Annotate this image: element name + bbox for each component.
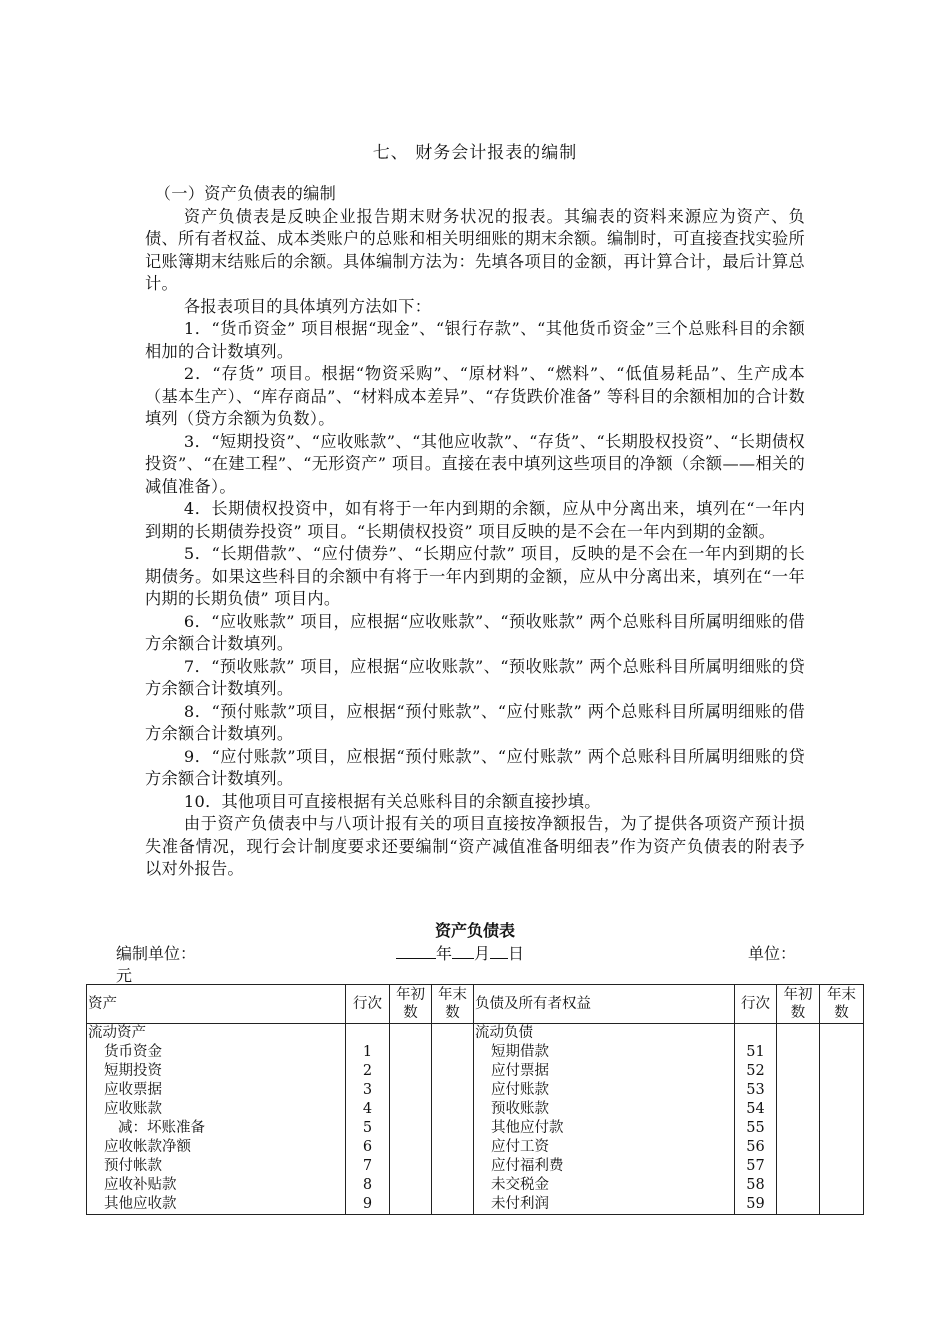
table-title: 资产负债表 (434, 921, 515, 940)
asset-begin-column (390, 1024, 432, 1215)
row-no: 52 (746, 1063, 765, 1079)
report-date (396, 941, 524, 964)
row-no: 1 (362, 1044, 373, 1060)
paragraph: 由于资产负债表中与八项计报有关的项目直接按净额报告，为了提供各项资产预计损失准备情况，现行会计制度要求还要编制“资产减值准备明细表”作为资产负债表的附表予以对外报告。 (145, 814, 805, 878)
row-no: 2 (362, 1063, 373, 1079)
paragraph: 8．“预付账款”项目，应根据“预付账款”、“应付账款” 两个总账科目所属明细账的借方余额合计数填列。 (145, 701, 805, 743)
asset-item: 应收账款 (104, 1101, 162, 1117)
asset-item: 应收票据 (104, 1082, 162, 1098)
paragraph: 7．“预收账款” 项目，应根据“应收账款”、“预收账款” 两个总账科目所属明细账的贷方余额合计数填列。 (145, 656, 805, 698)
row-no: 53 (746, 1082, 765, 1098)
liability-item: 应付票据 (491, 1063, 549, 1079)
asset-item: 货币资金 (104, 1044, 162, 1060)
liability-row-no-column (735, 1024, 777, 1215)
paragraph: 5．“长期借款”、“应付债券”、“长期应付款” 项目，反映的是不会在一年内到期的长期债务。如果这些科目的余额中有将于一年内到期的金额，应从中分离出来，填列在“一年内期的长期负债” 项目内。 (145, 544, 805, 608)
header-row-no: 行次 (346, 985, 390, 1024)
header-asset: 资产 (87, 985, 346, 1024)
subsection-heading: （一）资产负债表的编制 (154, 184, 337, 203)
row-no: 7 (362, 1158, 373, 1174)
paragraph: 资产负债表是反映企业报告期末财务状况的报表。其编表的资料来源应为资产、负债、所有者权益、成本类账户的总账和相关明细账的期末余额。编制时，可直接查找实验所记账簿期末结账后的余额。具体编制方法为：先填各项目的金额，再计算合计，最后计算总计。 (145, 206, 805, 293)
liability-end-column (820, 1024, 864, 1215)
row-no: 51 (746, 1044, 765, 1060)
paragraph: 10．其他项目可直接根据有关总账科目的余额直接抄填。 (183, 791, 601, 811)
header-begin-2: 年初数 (777, 985, 820, 1024)
balance-sheet-table (86, 984, 864, 1215)
row-no: 3 (362, 1082, 373, 1098)
year-blank (396, 942, 436, 959)
body-text (145, 183, 805, 881)
row-no: 59 (746, 1196, 765, 1212)
paragraph: 6．“应收账款” 项目，应根据“应收账款”、“预收账款” 两个总账科目所属明细账的借方余额合计数填列。 (145, 611, 805, 653)
liability-item: 未付利润 (491, 1196, 549, 1212)
asset-end-column (432, 1024, 474, 1215)
row-no: 9 (362, 1196, 373, 1212)
row-no (347, 1024, 388, 1043)
year-label: 年 (436, 944, 453, 963)
currency-label: 单位： (748, 944, 797, 963)
asset-item: 短期投资 (104, 1063, 162, 1079)
table-meta-line (112, 941, 822, 985)
liability-item: 预收账款 (491, 1101, 549, 1117)
liability-item: 未交税金 (491, 1177, 549, 1193)
asset-item: 流动资产 (88, 1025, 146, 1041)
liability-item: 应付福利费 (491, 1158, 564, 1174)
row-no: 4 (362, 1101, 373, 1117)
paragraph: 2．“存货” 项目。根据“物资采购”、“原材料”、“燃料”、“低值易耗品”、生产成本（基本生产）、“库存商品”、“材料成本差异”、“存货跌价准备” 等科目的余额相加的合计数填列（贷方余额为负数）。 (145, 364, 805, 428)
paragraph: 各报表项目的具体填列方法如下： (183, 296, 432, 316)
row-no: 55 (746, 1120, 765, 1136)
month-blank (452, 942, 474, 959)
row-no: 57 (746, 1158, 765, 1174)
liability-item: 应付工资 (491, 1139, 549, 1155)
header-end-2: 年末数 (820, 985, 864, 1024)
currency-unit: 元 (116, 966, 133, 985)
paragraph: 4．长期债权投资中，如有将于一年内到期的余额，应从中分离出来，填列在“一年内到期的长期债券投资” 项目。“长期债权投资” 项目反映的是不会在一年内到期的金额。 (145, 499, 805, 541)
liability-item: 流动负债 (475, 1025, 533, 1041)
row-no: 58 (746, 1177, 765, 1193)
liability-items-column (474, 1024, 735, 1215)
prepared-by-label: 编制单位： (116, 944, 197, 963)
paragraph: 1．“货币资金” 项目根据“现金”、“银行存款”、“其他货币资金”三个总账科目的余额相加的合计数填列。 (145, 319, 805, 361)
header-begin: 年初数 (390, 985, 432, 1024)
day-blank (490, 942, 508, 959)
table-body-row (87, 1024, 864, 1215)
row-no: 8 (362, 1177, 373, 1193)
row-no: 54 (746, 1101, 765, 1117)
asset-items-column (87, 1024, 346, 1215)
asset-item: 应收帐款净额 (104, 1139, 191, 1155)
row-no: 6 (362, 1139, 373, 1155)
month-label: 月 (474, 944, 491, 963)
liability-item: 其他应付款 (491, 1120, 564, 1136)
header-row-no-2: 行次 (735, 985, 777, 1024)
header-end: 年末数 (432, 985, 474, 1024)
liability-item: 应付账款 (491, 1082, 549, 1098)
liability-item: 短期借款 (491, 1044, 549, 1060)
asset-item: 减：坏账准备 (118, 1120, 205, 1136)
asset-item: 预付帐款 (104, 1158, 162, 1174)
liability-begin-column (777, 1024, 820, 1215)
asset-item: 应收补贴款 (104, 1177, 177, 1193)
asset-item: 其他应收款 (104, 1196, 177, 1212)
paragraph: 9．“应付账款”项目，应根据“预付账款”、“应付账款” 两个总账科目所属明细账的贷方余额合计数填列。 (145, 746, 805, 788)
row-no: 5 (362, 1120, 373, 1136)
asset-row-no-column (346, 1024, 390, 1215)
paragraph: 3．“短期投资”、“应收账款”、“其他应收款”、“存货”、“长期股权投资”、“长期债权投资”、“在建工程”、“无形资产” 项目。直接在表中填列这些项目的净额（余额——相关的减值准备）。 (145, 431, 805, 496)
section-title: 七、 财务会计报表的编制 (372, 143, 578, 163)
row-no (736, 1024, 775, 1043)
header-liability: 负债及所有者权益 (474, 985, 735, 1024)
row-no: 56 (746, 1139, 765, 1155)
day-label: 日 (508, 944, 525, 963)
table-header-row (87, 985, 864, 1024)
